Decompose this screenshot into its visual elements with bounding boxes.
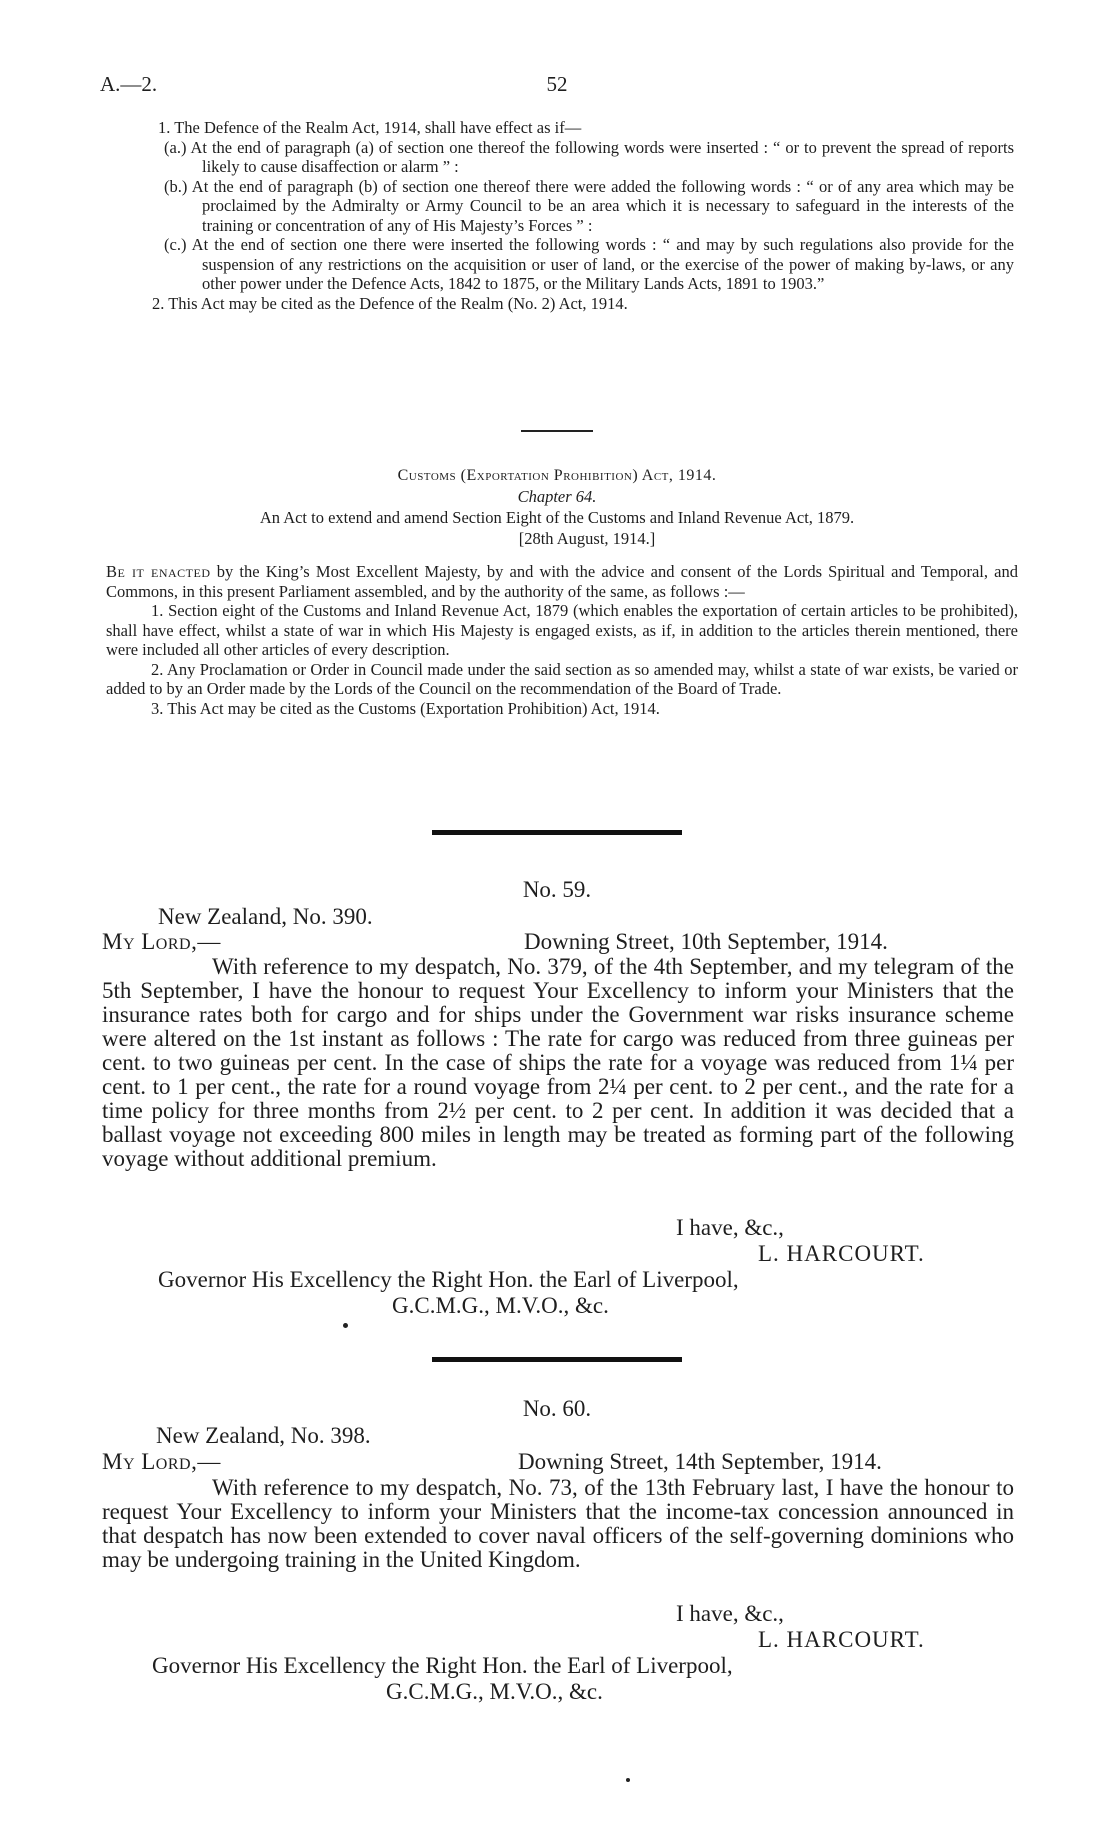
customs-section-1: 1. Section eight of the Customs and Inland Revenue Act, 1879 (which enables the exportation of certain articles to be prohibited), shall have effect, whilst a state of war in which His Majesty is engaged exists, as if, in addition to the articles therein mentioned, there were included all other articles of every description. (106, 601, 1018, 659)
customs-act-title: Customs (Exportation Prohibition) Act, 1914. (397, 467, 717, 484)
defence-item-1: 1. The Defence of the Realm Act, 1914, shall have effect as if— (158, 118, 582, 137)
despatch-60-closing: I have, &c., (676, 1601, 784, 1626)
despatch-59-text: With reference to my despatch, No. 379, of the 4th September, and my telegram of the 5th September, I have the honour to request Your Excellency to inform your Ministers that the insurance rates both for cargo and for ships under the Government war risks insurance scheme were altered on the 1st instant as follows : The rate for cargo was reduced from three guineas per cent. to two guineas per cent. In the case of ships the rate for a voyage was reduced from 1¼ per cent. to 1 per cent., the rate for a round voyage from 2¼ per cent. to 2 per cent., and the rate for a time policy for three months from 2½ per cent. to 2 per cent. In addition it was decided that a ballast voyage not exceeding 800 miles in length may be treated as forming part of the following voyage without additional premium. (102, 954, 1014, 1171)
despatch-59-number: No. 59. (522, 877, 592, 902)
despatch-59-reference: New Zealand, No. 390. (158, 904, 373, 929)
customs-section-3: 3. This Act may be cited as the Customs (Exportation Prohibition) Act, 1914. (151, 698, 660, 718)
section-divider (432, 830, 682, 835)
despatch-60-addressee: Governor His Excellency the Right Hon. the Earl of Liverpool, (152, 1653, 733, 1678)
ink-speck (343, 1323, 348, 1328)
defence-item-a: (a.) At the end of paragraph (a) of section one thereof the following words were inserted : “ or to prevent the spread of reports likely to cause disaffection or alarm ” : (164, 137, 1014, 176)
defence-item-2: 2. This Act may be cited as the Defence of the Realm (No. 2) Act, 1914. (152, 293, 628, 313)
defence-item-b: (b.) At the end of paragraph (b) of section one thereof there were added the following words : “ or of any area which may be proclaimed by the Admiralty or Army Council to be an area which it is necessary to safeguard in the interests of the training or concentration of any of His Majesty’s Forces ” : (164, 176, 1014, 235)
despatch-60-reference: New Zealand, No. 398. (156, 1423, 371, 1448)
enacting-clause (106, 562, 1018, 601)
enacting-lead: Be it enacted (106, 562, 211, 581)
section-divider (432, 1357, 682, 1362)
despatch-60-number: No. 60. (522, 1396, 592, 1421)
enacting-text: by the King’s Most Excellent Majesty, by and with the advice and consent of the Lords Spiritual and Temporal, and Commons, in this present Parliament assembled, and by the authority of the same, as follows :— (106, 562, 1018, 601)
despatch-60-place-date: Downing Street, 14th September, 1914. (518, 1449, 882, 1474)
despatch-59-signature: L. HARCOURT. (758, 1241, 925, 1266)
despatch-60-body (102, 1476, 1014, 1572)
despatch-59-body (102, 955, 1014, 1171)
despatch-60-text: With reference to my despatch, No. 73, of the 13th February last, I have the honour to request Your Excellency to inform your Ministers that the income-tax concession announced in that despatch has now been extended to cover naval officers of the self-governing dominions who may be undergoing training in the United Kingdom. (102, 1475, 1014, 1572)
page-number: 52 (546, 72, 568, 96)
customs-act-body (106, 562, 1018, 718)
despatch-60-honours: G.C.M.G., M.V.O., &c. (386, 1679, 603, 1704)
despatch-60-salutation: My Lord,— (102, 1449, 221, 1474)
customs-section-2: 2. Any Proclamation or Order in Council made under the said section as so amended may, whilst a state of war exists, be varied or added to by an Order made by the Lords of the Council on the recommendation of the Board of Trade. (106, 659, 1018, 698)
customs-act-chapter: Chapter 64. (517, 487, 597, 506)
despatch-59-honours: G.C.M.G., M.V.O., &c. (392, 1293, 609, 1318)
despatch-59-closing: I have, &c., (676, 1215, 784, 1240)
despatch-60-signature: L. HARCOURT. (758, 1627, 925, 1652)
defence-act-clauses (144, 118, 1014, 313)
section-divider (521, 430, 593, 432)
despatch-59-place-date: Downing Street, 10th September, 1914. (524, 929, 888, 954)
ink-speck (626, 1778, 630, 1782)
customs-act-date: [28th August, 1914.] (518, 529, 656, 548)
document-reference: A.—2. (100, 72, 158, 96)
despatch-59-salutation: My Lord,— (102, 929, 221, 954)
customs-act-description: An Act to extend and amend Section Eight of the Customs and Inland Revenue Act, 1879. (259, 508, 855, 527)
despatch-59-addressee: Governor His Excellency the Right Hon. the Earl of Liverpool, (158, 1267, 739, 1292)
defence-item-c: (c.) At the end of section one there were inserted the following words : “ and may by such regulations also provide for the suspension of any restrictions on the acquisition or user of land, or the exercise of the power of making by-laws, or any other power under the Defence Acts, 1842 to 1875, or the Military Lands Acts, 1891 to 1903.” (164, 235, 1014, 293)
